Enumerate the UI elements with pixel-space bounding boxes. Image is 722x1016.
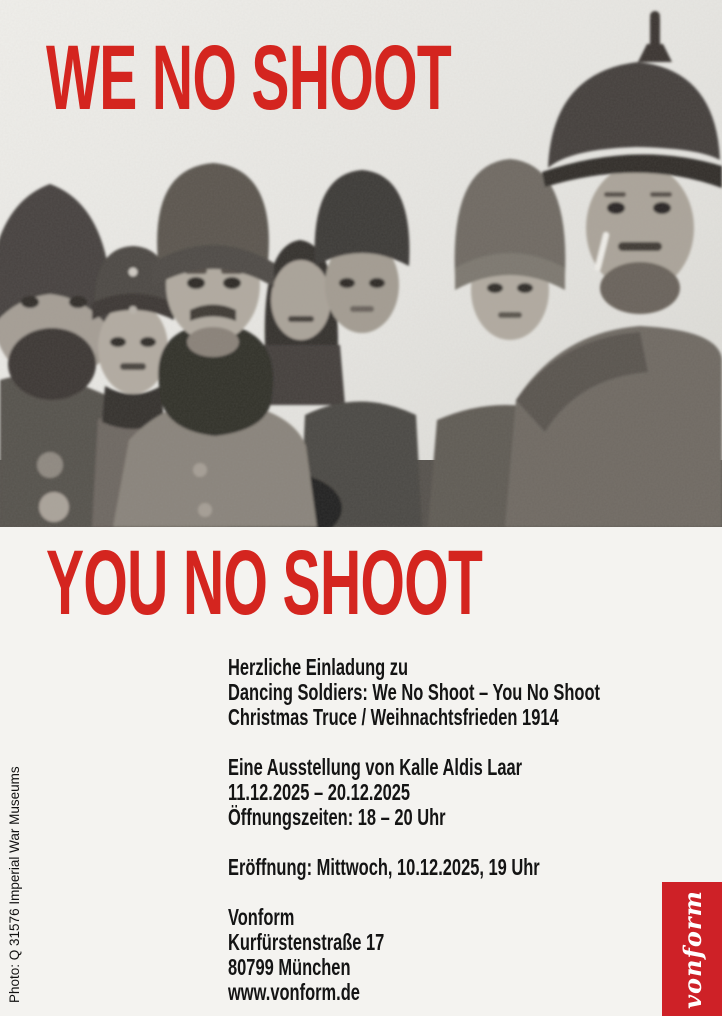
venue-name: Vonform bbox=[228, 904, 295, 930]
opening-block bbox=[228, 855, 600, 880]
headline-we-no-shoot: WE NO SHOOT bbox=[46, 27, 452, 129]
exhibition-title: Dancing Soldiers: We No Shoot – You No Shoot bbox=[228, 679, 600, 705]
vonform-logo-text: vonform bbox=[677, 889, 707, 1009]
dates-line: 11.12.2025 – 20.12.2025 bbox=[228, 779, 411, 805]
hours-line: Öffnungszeiten: 18 – 20 Uhr bbox=[228, 804, 446, 830]
venue-city: 80799 München bbox=[228, 954, 351, 980]
exhibition-subtitle: Christmas Truce / Weihnachtsfrieden 1914 bbox=[228, 704, 559, 730]
venue-street: Kurfürstenstraße 17 bbox=[228, 929, 385, 955]
headline-you-no-shoot: YOU NO SHOOT bbox=[46, 532, 483, 634]
exhibition-block bbox=[228, 755, 600, 830]
opening-line: Eröffnung: Mittwoch, 10.12.2025, 19 Uhr bbox=[228, 854, 540, 880]
event-details bbox=[228, 655, 722, 1016]
artist-line: Eine Ausstellung von Kalle Aldis Laar bbox=[228, 754, 523, 780]
photo-credit: Photo: Q 31576 Imperial War Museums bbox=[7, 766, 22, 1003]
venue-website: www.vonform.de bbox=[228, 979, 360, 1005]
invitation-line: Herzliche Einladung zu bbox=[228, 654, 409, 680]
invitation-block bbox=[228, 655, 600, 730]
venue-block bbox=[228, 905, 600, 1005]
vonform-logo bbox=[662, 882, 722, 1016]
